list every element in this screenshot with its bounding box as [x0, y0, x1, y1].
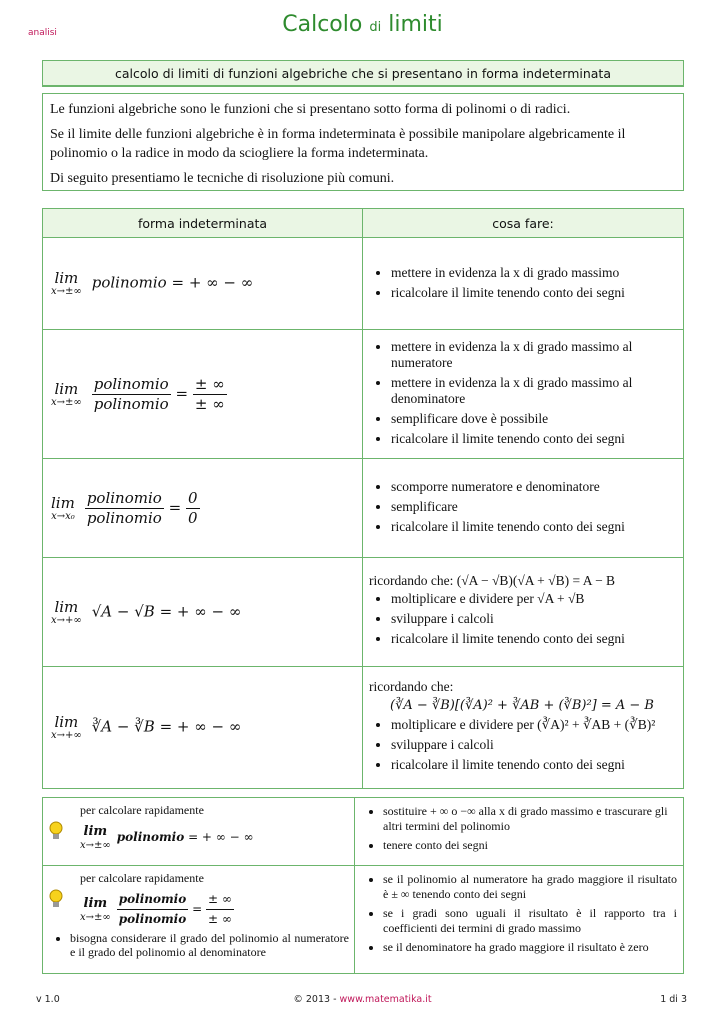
list-item: • semplificare dove è possibile: [391, 411, 675, 427]
col-header-action: cosa fare:: [363, 209, 684, 238]
list-item: • se il denominatore ha grado maggiore il risultato è zero: [383, 940, 677, 955]
intro-paragraph: Se il limite delle funzioni algebriche è in forma indeterminata è possibile manipolare algebricamente il polinomio o la radice in modo da sciogliere la forma indeterminata.: [50, 127, 626, 161]
intro-paragraph: Di seguito presentiamo le tecniche di risoluzione più comuni.: [50, 171, 395, 186]
form-cell: lim x→±∞ polinomio = + ∞ − ∞: [43, 238, 363, 330]
list-item: • mettere in evidenza la x di grado massimo: [391, 265, 675, 281]
list-item: • sviluppare i calcoli: [391, 611, 675, 627]
list-item: • ricalcolare il limite tenendo conto dei segni: [391, 519, 675, 535]
tip-action-cell: [355, 798, 684, 866]
list-item: • ricalcolare il limite tenendo conto dei segni: [391, 757, 675, 773]
action-cell: [363, 558, 684, 667]
col-header-form: forma indeterminata: [43, 209, 363, 238]
tip-formula: lim x→±∞ polinomio = + ∞ − ∞: [80, 824, 254, 851]
copyright: © 2013 - www.matematika.it: [293, 994, 432, 1005]
section-tag: analisi: [28, 28, 57, 38]
list-item: • mettere in evidenza la x di grado massimo al denominatore: [391, 375, 675, 407]
identity-note: ricordando che:: [369, 678, 454, 694]
list-item: • se i gradi sono uguali il risultato è il rapporto tra i coefficienti dei termini di grado massimo: [383, 906, 677, 936]
action-cell: [363, 330, 684, 459]
intro-paragraph: Le funzioni algebriche sono le funzioni che si presentano sotto forma di polinomi o di radici.: [50, 102, 571, 117]
list-item: • sviluppare i calcoli: [391, 737, 675, 753]
list-item: • ricalcolare il limite tenendo conto dei segni: [391, 285, 675, 301]
form-cell: lim x→±∞ $\frac{\text{polinomio}}{\text{polinomio}}$ = $\frac{\pm \infty}{\pm \infty}$: [43, 330, 363, 459]
tip-label: per calcolare rapidamente: [80, 871, 204, 885]
list-item: • sostituire + ∞ o −∞ alla x di grado massimo e trascurare gli altri termini del polinomio: [383, 804, 677, 834]
quick-tips-table: [42, 797, 684, 974]
page-number: 1 di 3: [660, 994, 687, 1005]
techniques-table: [42, 208, 684, 789]
identity-formula: (∛A − ∛B)[(∛A)² + ∛AB + (∛B)²] = A − B: [390, 697, 654, 713]
form-cell: lim x→x₀ $\frac{\text{polinomio}}{\text{polinomio}}$ = $\frac{0}{0}$: [43, 459, 363, 558]
tip-cell: [43, 798, 355, 866]
list-item: • bisogna considerare il grado del polinomio al numeratore e il grado del polinomio al denominatore: [70, 931, 349, 959]
action-cell: [363, 459, 684, 558]
form-cell: lim x→+∞ ∛A − ∛B = + ∞ − ∞: [43, 667, 363, 789]
list-item: • scomporre numeratore e denominatore: [391, 479, 675, 495]
page-title: Calcolo di limiti: [282, 12, 443, 37]
lightbulb-icon: [47, 888, 65, 910]
tip-label: per calcolare rapidamente: [80, 803, 204, 817]
list-item: • mettere in evidenza la x di grado massimo al numeratore: [391, 339, 675, 371]
list-item: • moltiplicare e dividere per (∛A)² + ∛AB + (∛B)²: [391, 717, 675, 733]
list-item: • tenere conto dei segni: [383, 838, 677, 853]
list-item: • ricalcolare il limite tenendo conto dei segni: [391, 631, 675, 647]
site-link[interactable]: www.matematika.it: [339, 994, 432, 1005]
list-item: • moltiplicare e dividere per √A + √B: [391, 591, 675, 607]
identity-note: ricordando che: (√A − √B)(√A + √B) = A − B: [369, 573, 616, 588]
intro-box: [42, 93, 684, 191]
tip-action-cell: [355, 866, 684, 974]
tip-formula: lim x→±∞ $\frac{\text{polinomio}}{\text{polinomio}}$ = $\frac{\pm \infty}{\pm \infty}$: [80, 892, 232, 926]
action-cell: [363, 238, 684, 330]
action-cell: [363, 667, 684, 789]
list-item: • ricalcolare il limite tenendo conto dei segni: [391, 431, 675, 447]
version-label: v 1.0: [36, 994, 60, 1005]
lightbulb-icon: [47, 820, 65, 842]
form-cell: lim x→+∞ √A − √B = + ∞ − ∞: [43, 558, 363, 667]
list-item: • se il polinomio al numeratore ha grado maggiore il risultato è ± ∞ tenendo conto dei segni: [383, 872, 677, 902]
list-item: • semplificare: [391, 499, 675, 515]
section-banner: calcolo di limiti di funzioni algebriche che si presentano in forma indeterminata: [42, 60, 684, 86]
tip-cell: [43, 866, 355, 974]
